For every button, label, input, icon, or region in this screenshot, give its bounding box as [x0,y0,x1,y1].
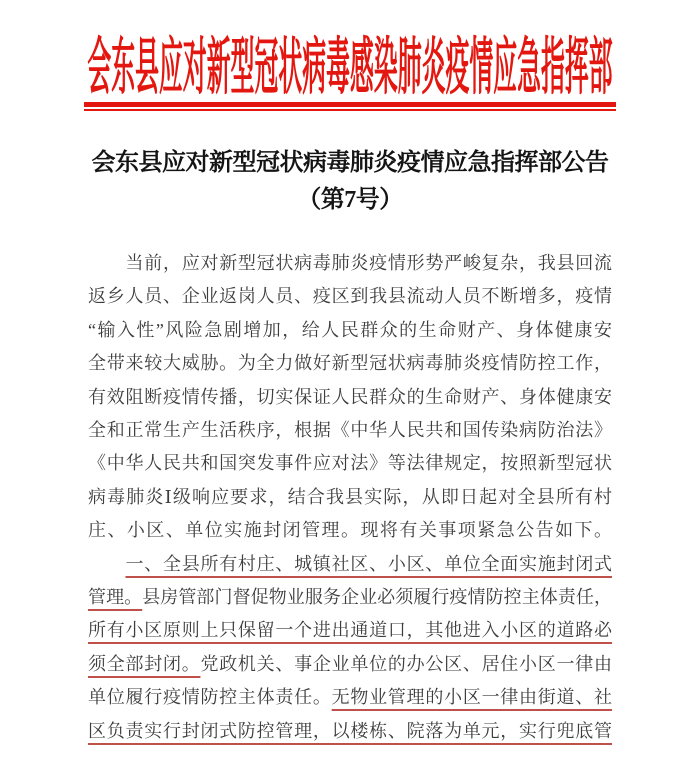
announcement-number: （第7号） [297,187,403,213]
masthead [0,22,700,100]
body-text-segment: 当前，应对新型冠状病毒肺炎疫情形势严峻复杂，我县回流 [125,253,613,273]
body-text-segment: 《中华人民共和国突发事件应对法》等法律规定，按照新型冠状 [88,453,612,474]
body-text-segment: 县房管部门督促物业服务企业必须履行疫情防控主体责任， [142,587,613,608]
body-text-segment: 党政机关、事企业单位的办公区、居住小区一律由 [200,653,613,674]
body-line [88,280,612,313]
thin-rule [84,109,616,111]
body-indent [88,554,125,574]
body-text-segment: 全和正常生产生活秩序，根据《中华人民共和国传染病防治法》 [88,420,612,441]
body-line [88,381,612,414]
body-line [88,447,612,480]
announcement-title-line1: 会东县应对新型冠状病毒肺炎疫情应急指挥部公告 [91,150,609,176]
underlined-text-segment: 一、全县所有村庄、城镇社区、小区、单位全面实施封闭式 [125,553,613,574]
body-text-segment: 庄、小区、单位实施封闭管理。现将有关事项紧急公告如下。 [88,520,612,541]
body-line [88,414,612,447]
underlined-text-segment: 无物业管理的小区一律由街道、社 [331,687,613,708]
body-line [88,614,612,647]
body-line [88,715,612,748]
underlined-text-segment: 所有小区原则上只保留一个进出通道口，其他进入小区的道路必 [88,620,612,641]
body-line [88,681,612,714]
underlined-text-segment: 管理。 [88,587,143,608]
body-text-segment: 全带来较大威胁。为全力做好新型冠状病毒肺炎疫情防控工作， [88,353,612,374]
body-text-segment: 单位履行疫情防控主体责任。 [88,687,332,708]
underlined-text-segment: 须全部封闭。 [88,653,201,674]
body-line [88,314,612,347]
body-text-segment: “输入性”风险急剧增加，给人民群众的生命财产、身体健康安 [88,319,612,340]
body-line [88,581,612,614]
announcement-title [0,145,700,219]
underlined-text-segment: 区负责实行封闭式防控管理，以楼栋、院落为单元，实行兜底管 [88,720,612,741]
body-line [88,247,612,280]
body-line [88,514,612,547]
body-line [88,548,612,581]
body-line [88,347,612,380]
masthead-title: 会东县应对新型冠状病毒感染肺炎疫情应急指挥部 [87,33,613,102]
body-line [88,481,612,514]
body-text-segment: 有效阻断疫情传播，切实保证人民群众的生命财产、身体健康安 [88,386,612,407]
body-text [88,247,612,748]
body-indent [88,253,125,273]
body-line [88,648,612,681]
body-text-segment: 病毒肺炎Ⅰ级响应要求，结合我县实际，从即日起对全县所有村 [88,486,612,507]
body-text-segment: 返乡人员、企业返岗人员、疫区到我县流动人员不断增多，疫情 [88,286,612,307]
